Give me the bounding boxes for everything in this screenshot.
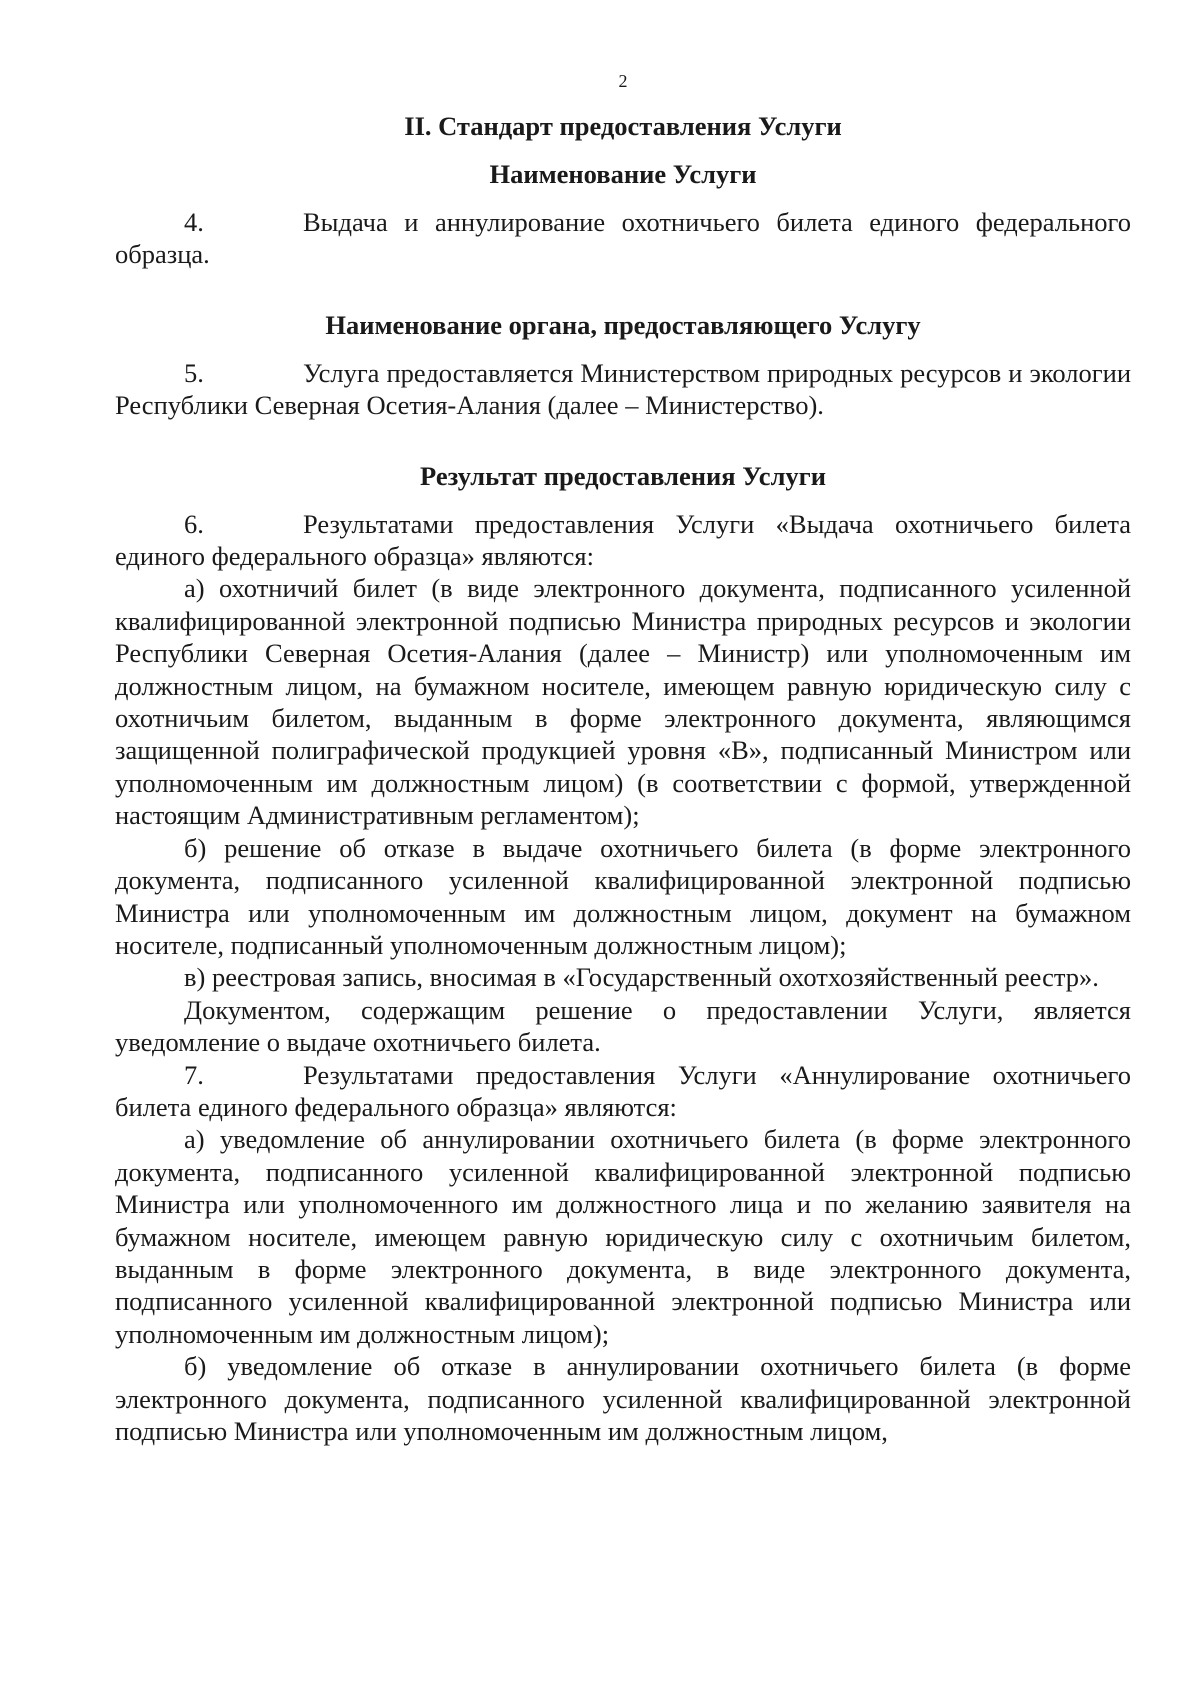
paragraph-6b: б) решение об отказе в выдаче охотничьего билета (в форме электронного документа, подписанного усиленной квалифицированной электронной подписью Министра или уполномоченным им должностным лицом, документ на бумажном носителе, подписанный уполномоченным должностным лицом); (115, 832, 1131, 960)
paragraph-6-decision: Документом, содержащим решение о предоставлении Услуги, является уведомление о выдаче охотничьего билета. (115, 994, 1131, 1058)
document-page (115, 70, 1131, 1447)
paragraph-6c: в) реестровая запись, вносимая в «Государственный охотхозяйственный реестр». (184, 962, 1099, 993)
paragraph-5 (115, 357, 1131, 422)
paragraph-7 (115, 1059, 1131, 1124)
paragraph-text: Выдача и аннулирование охотничьего билета единого федерального образца. (115, 207, 1131, 270)
section-title: II. Стандарт предоставления Услуги (404, 111, 842, 141)
paragraph-7a: а) уведомление об аннулировании охотничьего билета (в форме электронного документа, подписанного усиленной квалифицированной электронной подписью Министра или уполномоченного им должностного лица и по желанию заявителя на бумажном носителе, имеющем равную юридическую силу с охотничьим билетом, выданным в форме электронного документа, в виде электронного документа, подписанного усиленной квалифицированной электронной подписью Министра или уполномоченным им должностным лицом); (115, 1124, 1131, 1349)
page-number: 2 (618, 71, 628, 91)
paragraph-6 (115, 508, 1131, 573)
heading-service-name: Наименование Услуги (489, 159, 757, 189)
paragraph-text: Результатами предоставления Услуги «Выдача охотничьего билета единого федерального образца» являются: (115, 508, 1131, 572)
paragraph-text: Услуга предоставляется Министерством природных ресурсов и экологии Республики Северная Осетия-Алания (далее – Министерство). (115, 357, 1131, 421)
paragraph-number: 7. (184, 1059, 204, 1090)
heading-authority: Наименование органа, предоставляющего Услугу (325, 309, 921, 340)
paragraph-number: 4. (184, 207, 204, 237)
paragraph-7b: б) уведомление об отказе в аннулировании охотничьего билета (в форме электронного документа, подписанного усиленной квалифицированной электронной подписью Министра или уполномоченным им должностным лицом, (115, 1351, 1131, 1446)
paragraph-text: Результатами предоставления Услуги «Аннулирование охотничьего билета единого федерального образца» являются: (115, 1059, 1131, 1122)
paragraph-6a: а) охотничий билет (в виде электронного документа, подписанного усиленной квалифицированной электронной подписью Министра природных ресурсов и экологии Республики Северная Осетия-Алания (далее – Министр) или уполномоченным им должностным лицом, на бумажном носителе, имеющем равную юридическую силу с охотничьим билетом, выданным в форме электронного документа, являющимся защищенной полиграфической продукцией уровня «В», подписанный Министром или уполномоченным им должностным лицом) (в соответствии с формой, утвержденной настоящим Административным регламентом); (115, 573, 1131, 831)
paragraph-4 (115, 206, 1131, 271)
paragraph-number: 6. (184, 508, 204, 539)
paragraph-number: 5. (184, 357, 204, 388)
heading-result: Результат предоставления Услуги (420, 460, 826, 491)
